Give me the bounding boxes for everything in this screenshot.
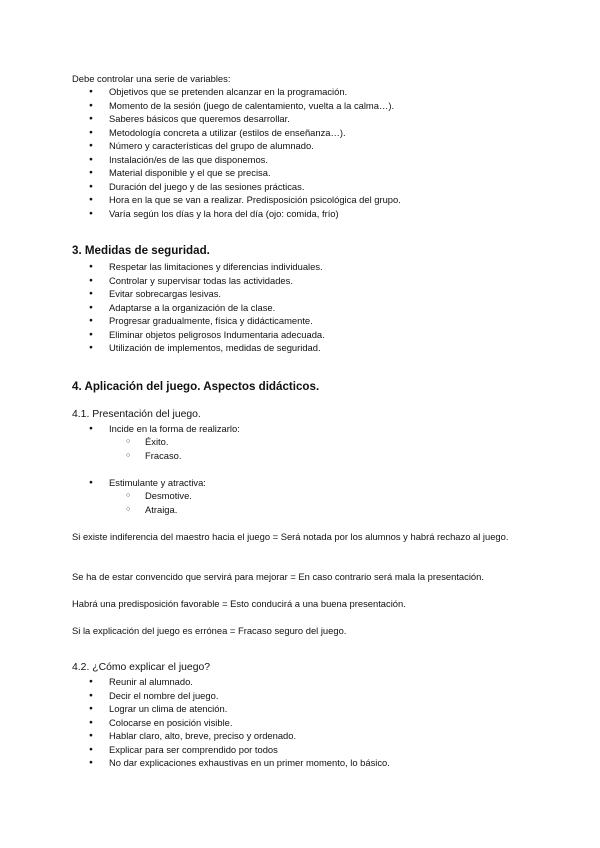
intro-text: Debe controlar una serie de variables:: [72, 73, 231, 84]
section-3-heading: 3. Medidas de seguridad.: [72, 244, 210, 257]
list-item: ● Progresar gradualmente, física y didácticamente.: [0, 314, 325, 328]
list-item: ● Eliminar objetos peligrosos Indumentaria adecuada.: [0, 328, 325, 342]
list-item: ● Hora en la que se van a realizar. Predisposición psicológica del grupo.: [0, 193, 401, 207]
list-item: ● Duración del juego y de las sesiones prácticas.: [0, 180, 401, 194]
list-item: ○ Éxito.: [0, 435, 181, 449]
list-item: ● Colocarse en posición visible.: [0, 716, 390, 730]
presentation-point-2-subitems: [0, 489, 192, 516]
subsection-4-2-heading: 4.2. ¿Cómo explicar el juego?: [72, 662, 211, 673]
list-item: ○ Desmotive.: [0, 489, 192, 503]
list-item: ● Material disponible y el que se precisa.: [0, 166, 401, 180]
presentation-point-1: [0, 422, 240, 436]
list-item: ● Respetar las limitaciones y diferencias individuales.: [0, 260, 325, 274]
section-4-heading: 4. Aplicación del juego. Aspectos didácticos.: [72, 380, 320, 393]
list-item: ● Explicar para ser comprendido por todos: [0, 743, 390, 757]
list-item: ● Utilización de implementos, medidas de seguridad.: [0, 341, 325, 355]
list-item: ● Reunir al alumnado.: [0, 675, 390, 689]
explain-list: [0, 675, 390, 770]
safety-list: [0, 260, 325, 355]
presentation-point-2: [0, 476, 206, 490]
list-item: ● Evitar sobrecargas lesivas.: [0, 287, 325, 301]
paragraph: Se ha de estar convencido que servirá para mejorar = En caso contrario será mala la presentación.: [72, 571, 484, 582]
list-item: ● Metodología concreta a utilizar (estilos de enseñanza…).: [0, 126, 401, 140]
list-item: ● Momento de la sesión (juego de calentamiento, vuelta a la calma…).: [0, 99, 401, 113]
list-item: ● Objetivos que se pretenden alcanzar en la programación.: [0, 85, 401, 99]
variables-list: [0, 85, 401, 220]
paragraph: Habrá una predisposición favorable = Esto conducirá a una buena presentación.: [72, 598, 406, 609]
list-item: ● Saberes básicos que queremos desarrollar.: [0, 112, 401, 126]
list-item: ○ Fracaso.: [0, 449, 181, 463]
list-item: ● Número y características del grupo de alumnado.: [0, 139, 401, 153]
list-item: ● Incide en la forma de realizarlo:: [0, 422, 240, 436]
list-item: ● Adaptarse a la organización de la clase.: [0, 301, 325, 315]
list-item: ● Estimulante y atractiva:: [0, 476, 206, 490]
list-item: ● Controlar y supervisar todas las actividades.: [0, 274, 325, 288]
list-item: ● Varía según los días y la hora del día (ojo: comida, frío): [0, 207, 401, 221]
list-item: ● Decir el nombre del juego.: [0, 689, 390, 703]
list-item: ● Hablar claro, alto, breve, preciso y ordenado.: [0, 729, 390, 743]
list-item: ● Lograr un clima de atención.: [0, 702, 390, 716]
list-item: ○ Atraiga.: [0, 503, 192, 517]
list-item: ● Instalación/es de las que disponemos.: [0, 153, 401, 167]
subsection-4-1-heading: 4.1. Presentación del juego.: [72, 409, 201, 420]
paragraph: Si la explicación del juego es errónea = Fracaso seguro del juego.: [72, 625, 347, 636]
paragraph: Si existe indiferencia del maestro hacia el juego = Será notada por los alumnos y habrá rechazo al juego.: [72, 531, 509, 542]
presentation-point-1-subitems: [0, 435, 181, 462]
list-item: ● No dar explicaciones exhaustivas en un primer momento, lo básico.: [0, 756, 390, 770]
